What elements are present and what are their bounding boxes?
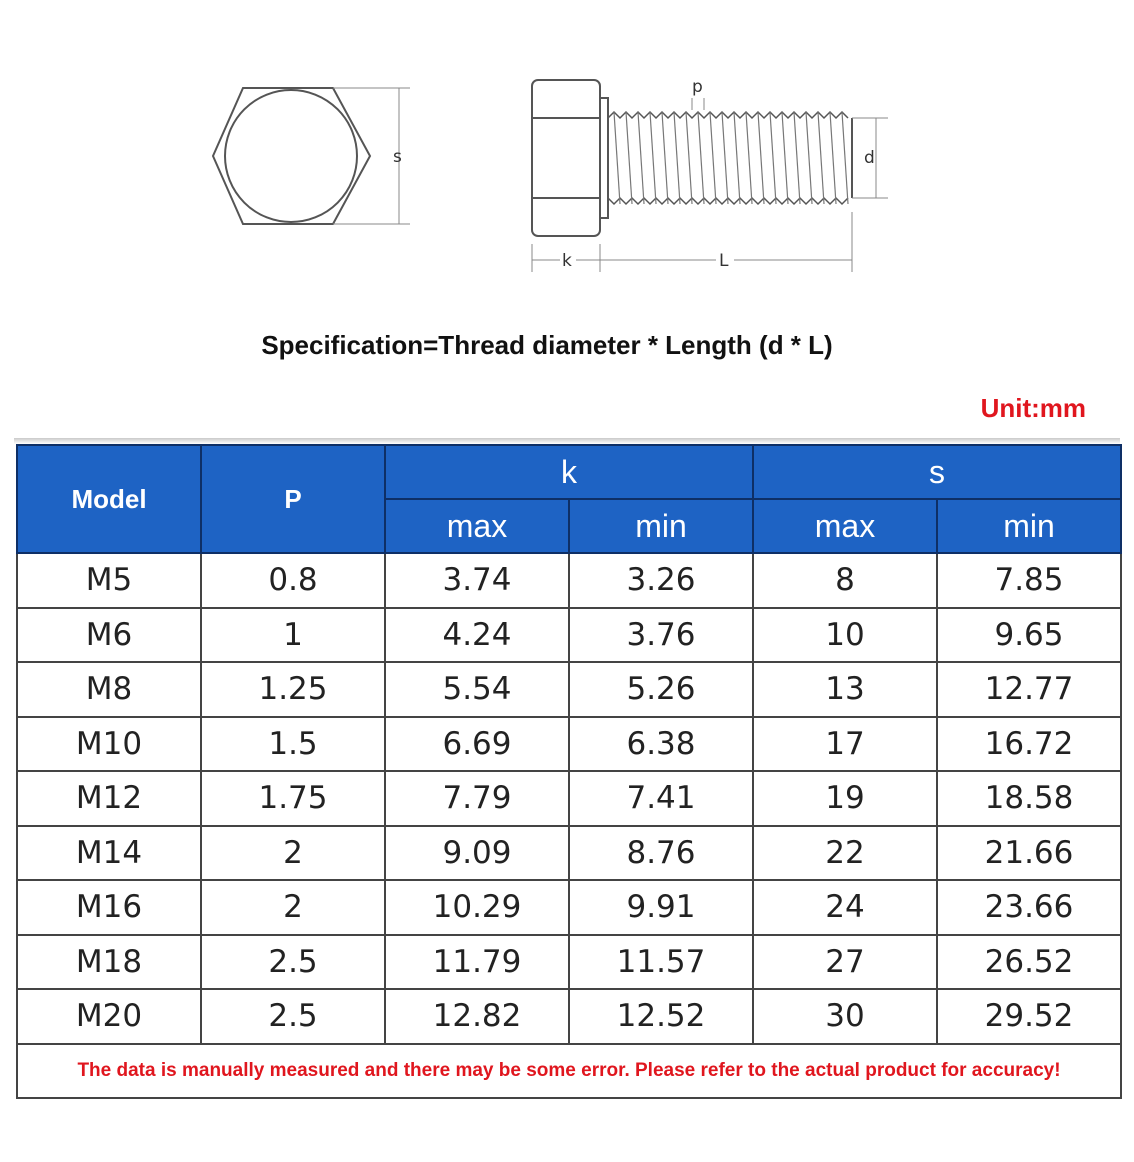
cell-k-min: 9.91 xyxy=(569,880,753,935)
cell-p: 0.8 xyxy=(201,553,385,608)
bolt-head xyxy=(532,80,600,236)
hex-bearing-circle xyxy=(225,90,357,222)
specification-title: Specification=Thread diameter * Length (d * L) xyxy=(261,330,833,360)
cell-p: 2.5 xyxy=(201,935,385,990)
table-row xyxy=(17,608,1121,663)
header-k-max: max xyxy=(385,499,569,553)
cell-s-max: 17 xyxy=(753,717,937,772)
cell-s-max: 22 xyxy=(753,826,937,881)
cell-s-max: 19 xyxy=(753,771,937,826)
cell-model: M20 xyxy=(17,989,201,1044)
cell-s-min: 18.58 xyxy=(937,771,1121,826)
hex-outline xyxy=(213,88,370,224)
table-row xyxy=(17,771,1121,826)
cell-k-max: 3.74 xyxy=(385,553,569,608)
header-s: s xyxy=(753,445,1121,499)
cell-s-min: 29.52 xyxy=(937,989,1121,1044)
L-dimension-label: L xyxy=(719,251,729,271)
cell-s-min: 7.85 xyxy=(937,553,1121,608)
cell-k-max: 10.29 xyxy=(385,880,569,935)
d-dimension-label: d xyxy=(864,148,875,168)
table-row xyxy=(17,989,1121,1044)
cell-p: 1.5 xyxy=(201,717,385,772)
unit-label: Unit:mm xyxy=(980,393,1086,423)
s-dimension-label: s xyxy=(393,147,402,167)
cell-k-min: 7.41 xyxy=(569,771,753,826)
cell-k-min: 6.38 xyxy=(569,717,753,772)
bolt-side-view-diagram xyxy=(520,72,900,282)
cell-s-min: 21.66 xyxy=(937,826,1121,881)
bolt-thread-top xyxy=(608,112,848,118)
header-model: Model xyxy=(17,445,201,553)
k-dimension-label: k xyxy=(562,251,572,271)
bolt-washer-face xyxy=(600,98,608,218)
cell-k-max: 11.79 xyxy=(385,935,569,990)
cell-p: 2.5 xyxy=(201,989,385,1044)
cell-k-min: 5.26 xyxy=(569,662,753,717)
cell-model: M12 xyxy=(17,771,201,826)
table-row xyxy=(17,553,1121,608)
cell-model: M14 xyxy=(17,826,201,881)
header-s-min: min xyxy=(937,499,1121,553)
cell-s-min: 16.72 xyxy=(937,717,1121,772)
cell-k-max: 7.79 xyxy=(385,771,569,826)
cell-model: M6 xyxy=(17,608,201,663)
cell-s-max: 10 xyxy=(753,608,937,663)
header-k-min: min xyxy=(569,499,753,553)
cell-p: 1.25 xyxy=(201,662,385,717)
cell-k-min: 12.52 xyxy=(569,989,753,1044)
cell-k-max: 12.82 xyxy=(385,989,569,1044)
cell-s-min: 23.66 xyxy=(937,880,1121,935)
header-p: P xyxy=(201,445,385,553)
cell-k-max: 6.69 xyxy=(385,717,569,772)
table-row xyxy=(17,826,1121,881)
cell-k-min: 8.76 xyxy=(569,826,753,881)
cell-s-min: 9.65 xyxy=(937,608,1121,663)
cell-k-min: 11.57 xyxy=(569,935,753,990)
cell-model: M8 xyxy=(17,662,201,717)
p-dimension-label: p xyxy=(692,77,703,97)
header-k: k xyxy=(385,445,753,499)
cell-s-min: 26.52 xyxy=(937,935,1121,990)
cell-s-max: 27 xyxy=(753,935,937,990)
cell-k-max: 4.24 xyxy=(385,608,569,663)
disclaimer-note: The data is manually measured and there may be some error. Please refer to the actual product for accuracy! xyxy=(17,1044,1121,1098)
cell-k-max: 5.54 xyxy=(385,662,569,717)
header-s-max: max xyxy=(753,499,937,553)
cell-k-max: 9.09 xyxy=(385,826,569,881)
cell-k-min: 3.76 xyxy=(569,608,753,663)
cell-model: M5 xyxy=(17,553,201,608)
table-row xyxy=(17,662,1121,717)
cell-s-max: 30 xyxy=(753,989,937,1044)
cell-p: 2 xyxy=(201,880,385,935)
cell-model: M16 xyxy=(17,880,201,935)
cell-p: 1 xyxy=(201,608,385,663)
cell-p: 2 xyxy=(201,826,385,881)
hex-head-top-view-diagram xyxy=(205,80,435,240)
cell-s-max: 8 xyxy=(753,553,937,608)
cell-s-max: 13 xyxy=(753,662,937,717)
cell-model: M18 xyxy=(17,935,201,990)
cell-s-max: 24 xyxy=(753,880,937,935)
table-row xyxy=(17,717,1121,772)
table-row xyxy=(17,935,1121,990)
cell-p: 1.75 xyxy=(201,771,385,826)
table-row xyxy=(17,880,1121,935)
cell-model: M10 xyxy=(17,717,201,772)
cell-s-min: 12.77 xyxy=(937,662,1121,717)
cell-k-min: 3.26 xyxy=(569,553,753,608)
spec-table xyxy=(16,444,1122,1099)
